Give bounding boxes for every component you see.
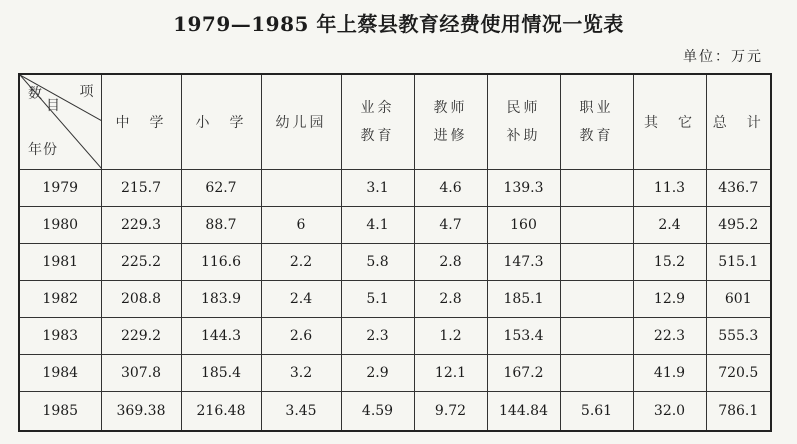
year-cell: 1982 (19, 281, 101, 318)
table-cell: 4.1 (341, 207, 414, 244)
table-cell: 139.3 (487, 170, 560, 207)
corner-label-year: 年份 (28, 142, 58, 158)
total-cell: 786.1 (706, 392, 771, 432)
table-cell: 1.2 (414, 318, 487, 355)
total-cell: 601 (706, 281, 771, 318)
table-cell (560, 207, 633, 244)
total-cell: 515.1 (706, 244, 771, 281)
table-cell: 185.4 (181, 355, 261, 392)
table-cell: 15.2 (633, 244, 706, 281)
table-cell: 307.8 (101, 355, 181, 392)
table-cell: 144.3 (181, 318, 261, 355)
expenditure-table (18, 73, 772, 432)
unit-label: 单位：万元 (683, 49, 763, 65)
table-cell: 11.3 (633, 170, 706, 207)
table-cell: 12.1 (414, 355, 487, 392)
header-label: 中 学 (115, 115, 167, 131)
header-row (19, 74, 771, 170)
table-cell: 4.59 (341, 392, 414, 432)
table-cell: 369.38 (101, 392, 181, 432)
table-cell: 2.8 (414, 281, 487, 318)
table-cell: 5.61 (560, 392, 633, 432)
corner-label-mu: 目 (46, 98, 61, 114)
table-cell: 185.1 (487, 281, 560, 318)
corner-header-cell (19, 74, 101, 170)
table-cell: 208.8 (101, 281, 181, 318)
table-cell: 2.8 (414, 244, 487, 281)
table-row (19, 392, 771, 432)
year-cell: 1979 (19, 170, 101, 207)
table-row (19, 207, 771, 244)
year-cell: 1983 (19, 318, 101, 355)
header-label: 总 计 (712, 115, 764, 131)
header-middle-school (101, 74, 181, 170)
total-cell: 555.3 (706, 318, 771, 355)
header-spare-time-education (341, 74, 414, 170)
header-total (706, 74, 771, 170)
header-label-line1: 民师 (506, 100, 541, 116)
table-cell (560, 281, 633, 318)
header-label-line2: 教育 (360, 128, 395, 144)
table-cell: 41.9 (633, 355, 706, 392)
header-teacher-training (414, 74, 487, 170)
table-cell: 229.2 (101, 318, 181, 355)
table-cell (261, 170, 341, 207)
table-cell: 3.45 (261, 392, 341, 432)
table-cell: 2.6 (261, 318, 341, 355)
table-cell (560, 170, 633, 207)
total-cell: 436.7 (706, 170, 771, 207)
table-cell (560, 318, 633, 355)
table-cell: 147.3 (487, 244, 560, 281)
header-label: 幼儿园 (275, 115, 327, 131)
total-cell: 720.5 (706, 355, 771, 392)
table-cell: 2.2 (261, 244, 341, 281)
table-cell: 22.3 (633, 318, 706, 355)
table-cell: 183.9 (181, 281, 261, 318)
table-cell: 5.1 (341, 281, 414, 318)
table-cell: 4.6 (414, 170, 487, 207)
table-cell: 153.4 (487, 318, 560, 355)
header-label-line2: 进修 (433, 128, 468, 144)
header-label: 其 它 (644, 115, 695, 131)
year-cell: 1985 (19, 392, 101, 432)
header-label-line1: 业余 (360, 100, 395, 116)
table-cell: 2.4 (261, 281, 341, 318)
table-cell (560, 355, 633, 392)
table-cell: 144.84 (487, 392, 560, 432)
header-label-line2: 教育 (579, 128, 614, 144)
table-cell: 62.7 (181, 170, 261, 207)
table-cell: 160 (487, 207, 560, 244)
header-other (633, 74, 706, 170)
table-cell: 12.9 (633, 281, 706, 318)
table-cell: 32.0 (633, 392, 706, 432)
year-cell: 1984 (19, 355, 101, 392)
table-cell: 167.2 (487, 355, 560, 392)
table-cell: 216.48 (181, 392, 261, 432)
table-cell: 3.2 (261, 355, 341, 392)
table-cell: 2.4 (633, 207, 706, 244)
header-vocational-education (560, 74, 633, 170)
year-cell: 1981 (19, 244, 101, 281)
header-label-line2: 补助 (506, 128, 541, 144)
table-cell: 215.7 (101, 170, 181, 207)
table-cell: 225.2 (101, 244, 181, 281)
table-cell: 2.3 (341, 318, 414, 355)
table-cell: 3.1 (341, 170, 414, 207)
header-community-teacher-subsidy (487, 74, 560, 170)
table-cell: 9.72 (414, 392, 487, 432)
table-cell (560, 244, 633, 281)
table-row (19, 170, 771, 207)
total-cell: 495.2 (706, 207, 771, 244)
table-row (19, 318, 771, 355)
table-cell: 229.3 (101, 207, 181, 244)
header-label-line1: 职业 (579, 100, 614, 116)
header-primary-school (181, 74, 261, 170)
table-cell: 116.6 (181, 244, 261, 281)
table-cell: 6 (261, 207, 341, 244)
corner-label-xiang: 项 (79, 84, 95, 100)
table-cell: 4.7 (414, 207, 487, 244)
page-title: 1979—1985 年上蔡县教育经费使用情况一览表 (173, 12, 624, 36)
table-row (19, 244, 771, 281)
table-cell: 5.8 (341, 244, 414, 281)
table-cell: 88.7 (181, 207, 261, 244)
header-label: 小 学 (195, 115, 247, 131)
year-cell: 1980 (19, 207, 101, 244)
table-row (19, 281, 771, 318)
header-kindergarten (261, 74, 341, 170)
corner-label-shu: 数 (28, 86, 43, 102)
table-cell: 2.9 (341, 355, 414, 392)
table-row (19, 355, 771, 392)
header-label-line1: 教师 (433, 100, 468, 116)
